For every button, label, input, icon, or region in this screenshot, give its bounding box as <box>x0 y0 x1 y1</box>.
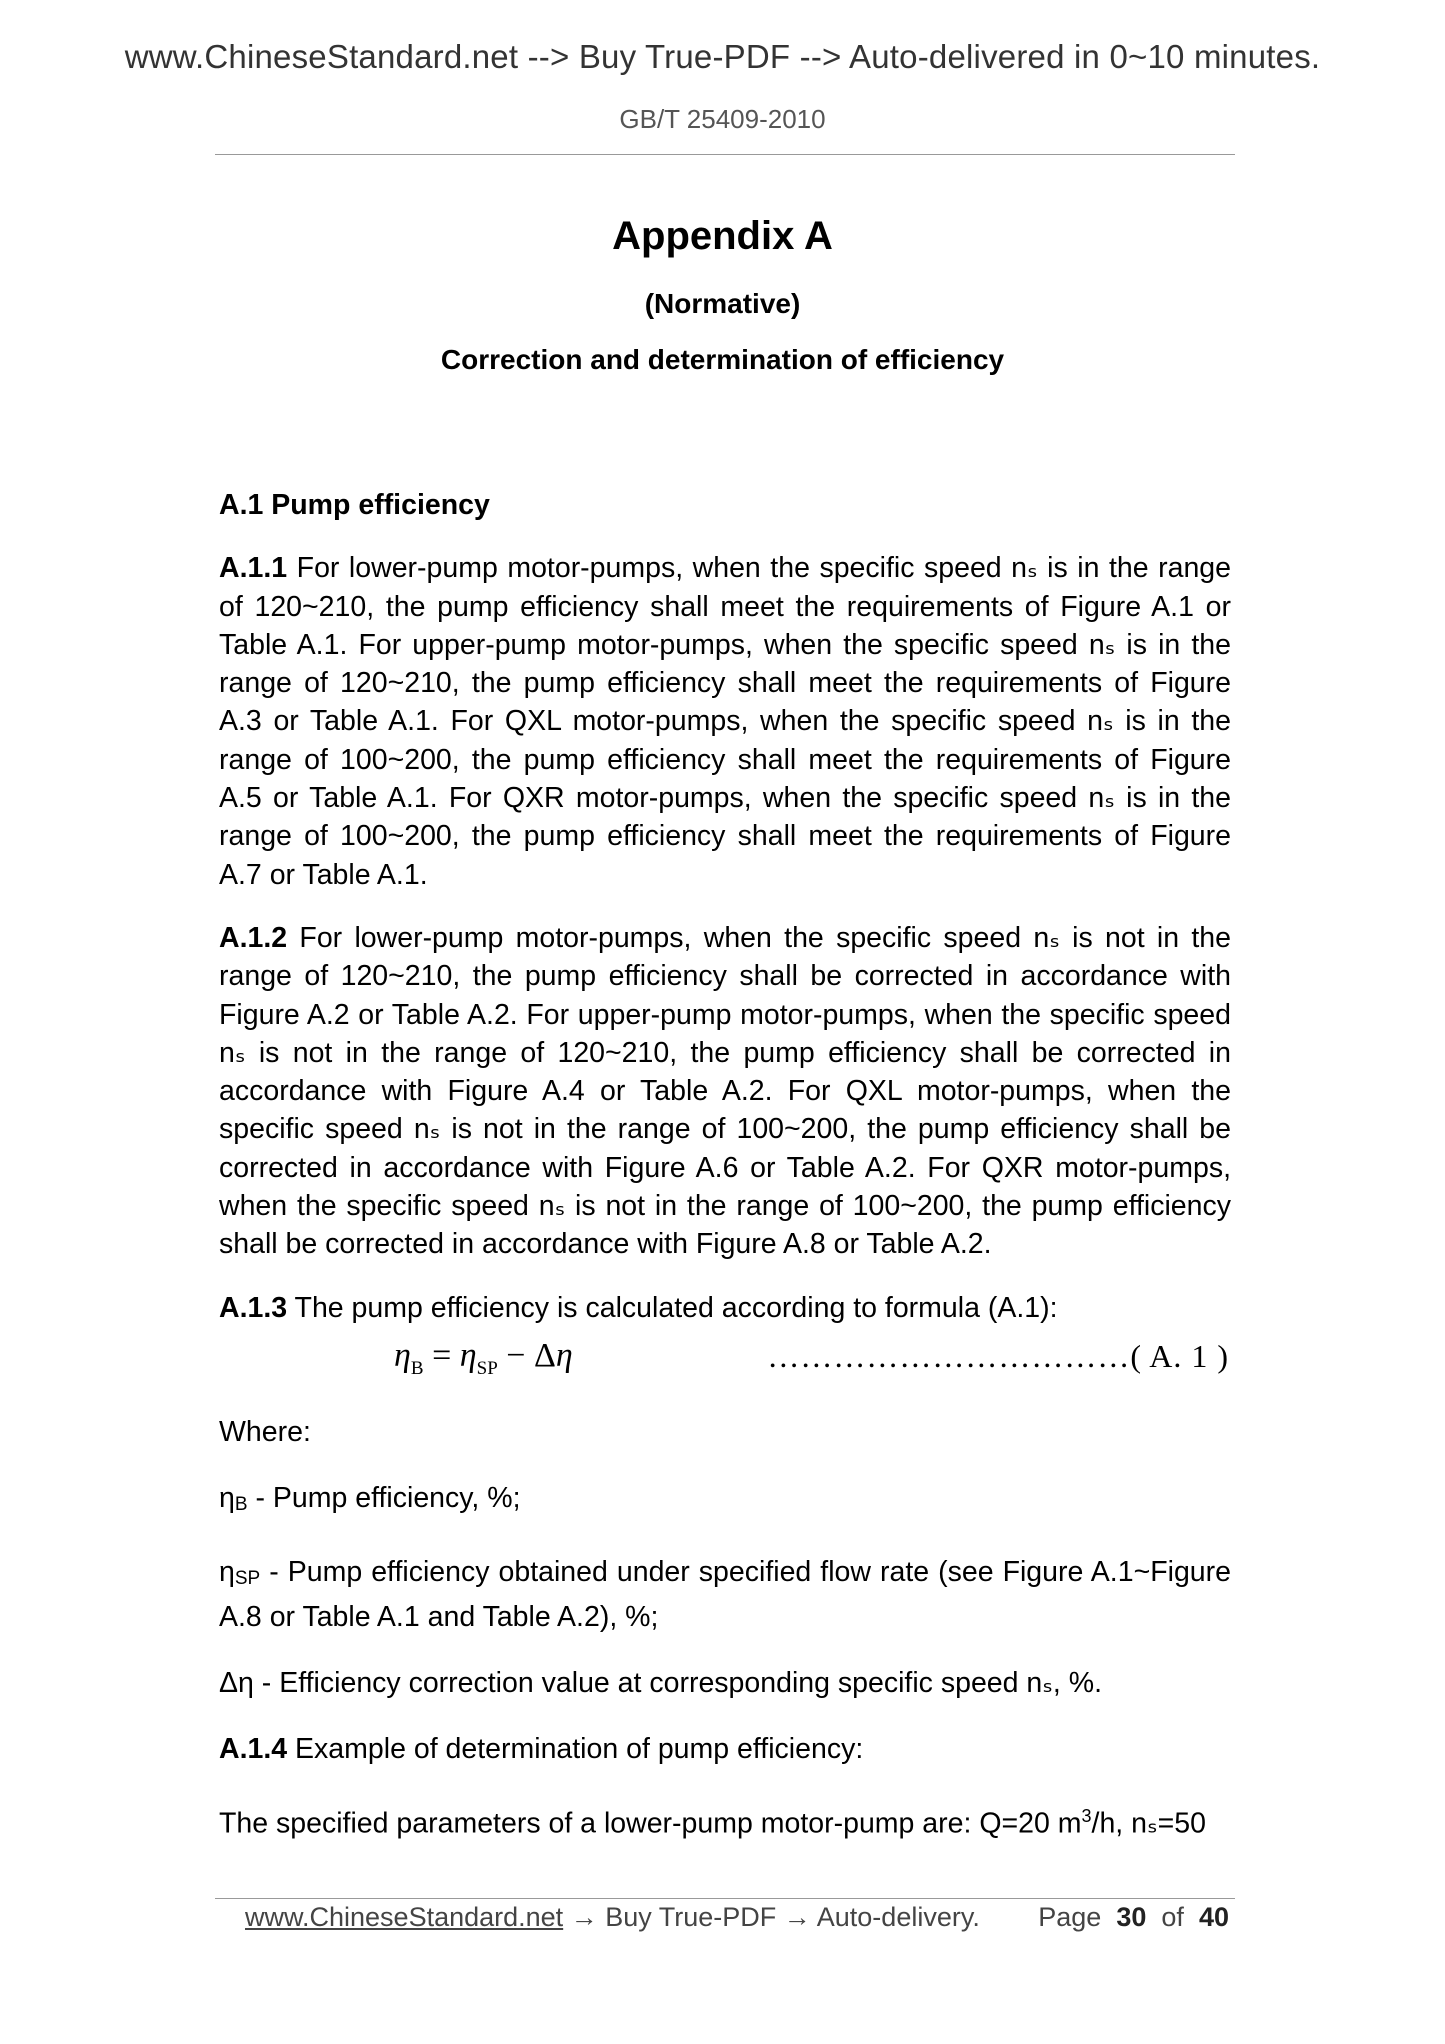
clause-number: A.1.3 <box>219 1291 288 1324</box>
appendix-status: (Normative) <box>644 288 801 319</box>
clause-a-1-2 <box>219 919 1231 1264</box>
footer-buy-text: Buy True-PDF <box>605 1902 777 1932</box>
footer-site-link[interactable]: www.ChineseStandard.net <box>245 1902 564 1932</box>
page-footer <box>245 1902 1235 1933</box>
where-label: Where: <box>219 1415 311 1448</box>
clause-text: The pump efficiency is calculated according to formula (A.1): <box>294 1291 1058 1324</box>
footer-delivery-text: Auto-delivery. <box>816 1902 980 1932</box>
clause-text: For lower-pump motor-pumps, when the specific speed nₛ is not in the range of 120~210, the pump efficiency shall be corrected in accordance with Figure A.2 or Table A.2. For upper-pump motor-pumps, when the specific speed nₛ is not in the range of 120~210, the pump efficiency shall be corrected in accordance with Figure A.4 or Table A.2. For QXL motor-pumps, when the specific speed nₛ is not in the range of 100~200, the pump efficiency shall be corrected in accordance with Figure A.6 or Table A.2. For QXR motor-pumps, when the specific speed nₛ is not in the range of 100~200, the pump efficiency shall be corrected in accordance with Figure A.8 or Table A.2. <box>219 921 1231 1261</box>
clause-text: For lower-pump motor-pumps, when the specific speed nₛ is in the range of 120~210, the pump efficiency shall meet the requirements of Figure A.1 or Table A.1. For upper-pump motor-pumps, when the specific speed nₛ is in the range of 120~210, the pump efficiency shall meet the requirements of Figure A.3 or Table A.1. For QXL motor-pumps, when the specific speed nₛ is in the range of 100~200, the pump efficiency shall meet the requirements of Figure A.5 or Table A.1. For QXR motor-pumps, when the specific speed nₛ is in the range of 100~200, the pump efficiency shall meet the requirements of Figure A.7 or Table A.1. <box>219 552 1232 891</box>
standard-code: GB/T 25409-2010 <box>619 104 826 134</box>
page-indicator: Page 30 of 40 <box>1038 1902 1229 1932</box>
arrow-icon: → <box>563 1902 606 1932</box>
top-banner: www.ChineseStandard.net --> Buy True-PDF --> Auto-delivered in 0~10 minutes. <box>124 38 1321 75</box>
definition-item: $\eta_{SP}$ - Pump efficiency obtained under specified flow rate (see Figure A.1~Figure A.8 or Table A.1 and Table A.2), %; <box>219 1555 1231 1633</box>
footer-divider <box>215 1898 1235 1899</box>
appendix-subtitle: Correction and determination of efficiency <box>440 344 1005 375</box>
formula-expression: $\eta_B = \eta_{SP} - \Delta\eta$ <box>394 1336 573 1379</box>
clause-number: A.1.4 <box>219 1733 288 1766</box>
arrow-icon: → <box>776 1902 817 1932</box>
clause-a-1-3 <box>219 1289 1231 1327</box>
header-divider <box>215 154 1235 155</box>
definition-item: $\eta_B$ - Pump efficiency, %; <box>219 1482 521 1516</box>
example-parameters: The specified parameters of a lower-pump motor-pump are: Q=20 $m^3/h$, nₛ=50 <box>219 1805 1206 1840</box>
clause-number: A.1.1 <box>219 552 288 585</box>
clause-number: A.1.2 <box>219 921 288 954</box>
section-heading: A.1 Pump efficiency <box>219 489 490 521</box>
formula-number: ……………………………( A. 1 ) <box>767 1337 1229 1374</box>
clause-text: Example of determination of pump efficiency: <box>295 1733 864 1766</box>
document-body <box>219 486 1231 1843</box>
formula-a-1 <box>219 1335 1231 1391</box>
definitions-list <box>219 1413 1231 1702</box>
definition-item: Δη - Efficiency correction value at corresponding specific speed nₛ, %. <box>219 1667 1103 1700</box>
clause-a-1-4 <box>219 1730 1231 1768</box>
page-title: Appendix A <box>612 214 833 258</box>
clause-a-1-1 <box>219 549 1231 894</box>
